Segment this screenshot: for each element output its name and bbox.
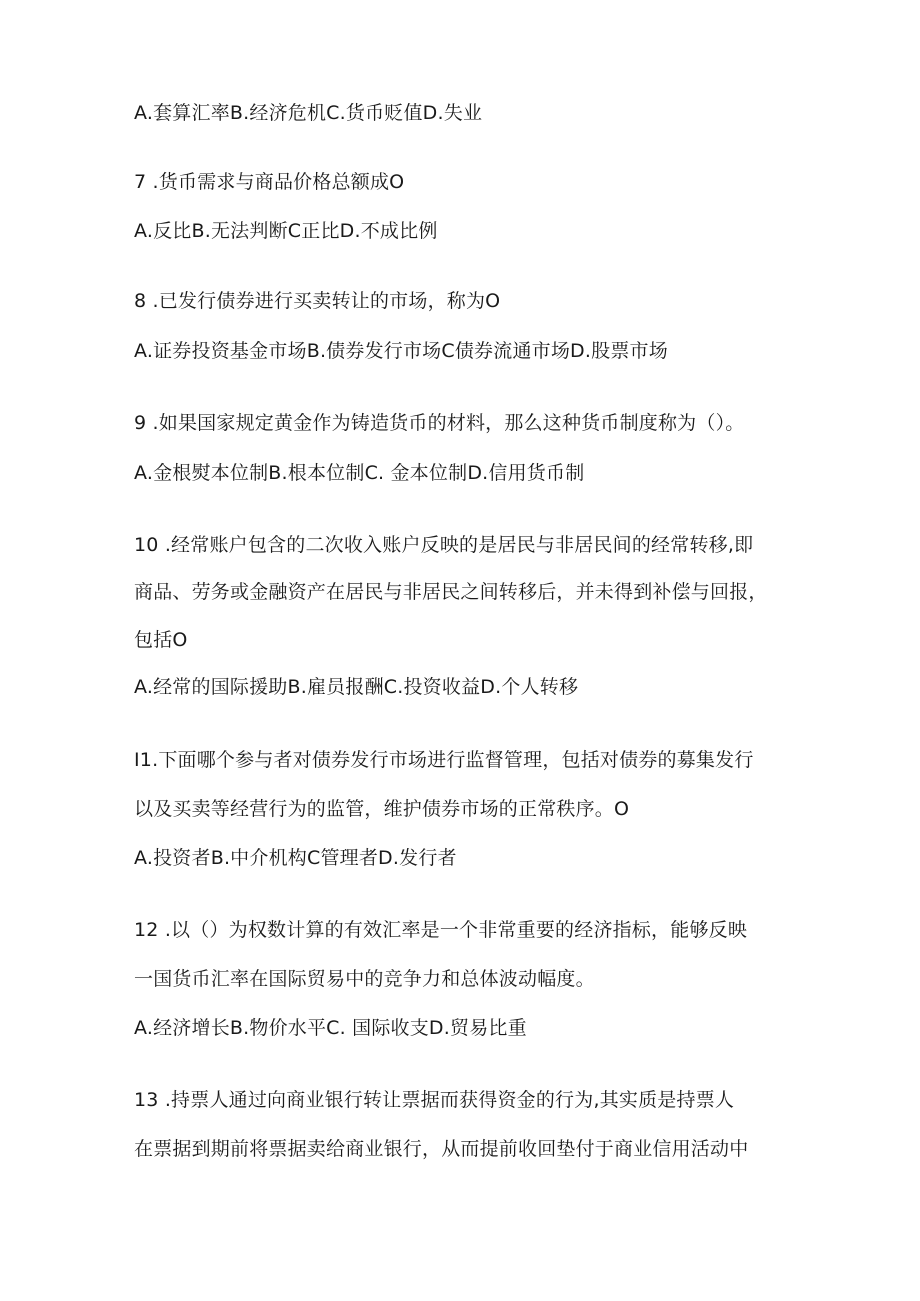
q12-question-line2: 一国货币汇率在国际贸易中的竞争力和总体波动幅度。 (134, 968, 595, 990)
q13-question-line2: 在票据到期前将票据卖给商业银行，从而提前收回垫付于商业信用活动中 (134, 1138, 749, 1160)
q6-options: A.套算汇率B.经济危机C.货币贬值D.失业 (134, 102, 483, 124)
q12-options: A.经济增长B.物价水平C. 国际收支D.贸易比重 (134, 1017, 527, 1039)
q11-question-line1: I1.下面哪个参与者对债券发行市场进行监督管理，包括对债券的募集发行 (134, 749, 754, 771)
q11-question-line2: 以及买卖等经营行为的监管，维护债券市场的正常秩序。O (134, 798, 630, 820)
q9-options: A.金根熨本位制B.根本位制C. 金本位制D.信用货币制 (134, 462, 585, 484)
q7-question: 7 .货币需求与商品价格总额成O (134, 171, 405, 193)
q8-question: 8 .已发行债券进行买卖转让的市场，称为O (134, 290, 501, 312)
q10-question-line1: 10 .经常账户包含的二次收入账户反映的是居民与非居民间的经常转移,即 (134, 534, 754, 556)
q7-options: A.反比B.无法判断C正比D.不成比例 (134, 220, 438, 242)
q11-options: A.投资者B.中介机构C管理者D.发行者 (134, 847, 457, 869)
q10-question-line3: 包括O (134, 629, 188, 651)
q10-question-line2: 商品、劳务或金融资产在居民与非居民之间转移后，并未得到补偿与回报， (134, 581, 768, 603)
q12-question-line1: 12 .以（）为权数计算的有效汇率是一个非常重要的经济指标，能够反映 (134, 919, 748, 941)
q10-options: A.经常的国际援助B.雇员报酬C.投资收益D.个人转移 (134, 676, 579, 698)
q8-options: A.证券投资基金市场B.债券发行市场C债券流通市场D.股票市场 (134, 340, 668, 362)
q9-question: 9 .如果国家规定黄金作为铸造货币的材料，那么这种货币制度称为（）。 (134, 412, 745, 434)
q13-question-line1: 13 .持票人通过向商业银行转让票据而获得资金的行为,其实质是持票人 (134, 1089, 735, 1111)
